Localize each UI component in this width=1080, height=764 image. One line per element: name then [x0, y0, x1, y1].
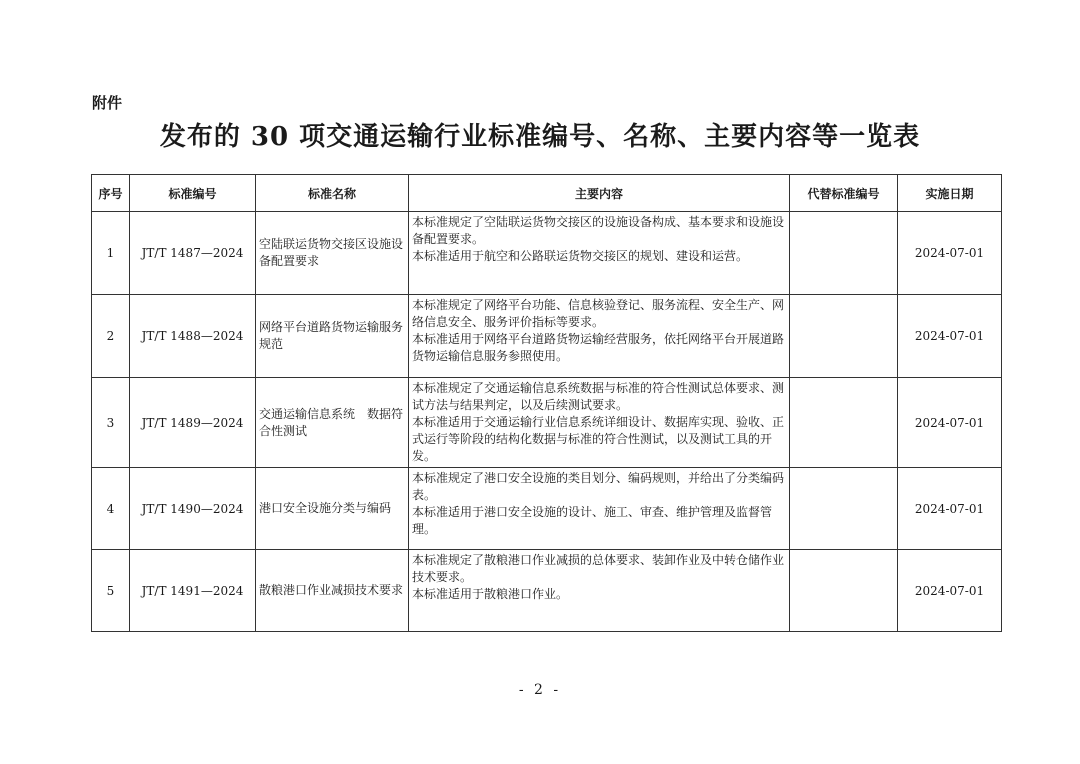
cell-no: 5 — [92, 550, 130, 632]
cell-no: 1 — [92, 212, 130, 295]
cell-content — [409, 295, 790, 378]
page-number: - 2 - — [518, 682, 562, 698]
cell-replaces — [790, 468, 898, 550]
content-applicability: 本标准适用于港口安全设施的设计、施工、审查、维护管理及监督管理。 — [412, 505, 773, 536]
cell-code: JT/T 1490—2024 — [130, 468, 256, 550]
cell-replaces — [790, 378, 898, 468]
cell-name: 交通运输信息系统 数据符合性测试 — [256, 378, 409, 468]
cell-date: 2024-07-01 — [898, 550, 1002, 632]
cell-content — [409, 378, 790, 468]
cell-date: 2024-07-01 — [898, 212, 1002, 295]
cell-code: JT/T 1489—2024 — [130, 378, 256, 468]
content-scope: 本标准规定了空陆联运货物交接区的设施设备构成、基本要求和设施设备配置要求。 — [412, 215, 785, 246]
cell-code: JT/T 1488—2024 — [130, 295, 256, 378]
content-applicability: 本标准适用于交通运输行业信息系统详细设计、数据库实现、验收、正式运行等阶段的结构化数据与标准的符合性测试，以及测试工具的开发。 — [412, 415, 785, 463]
cell-replaces — [790, 550, 898, 632]
cell-date: 2024-07-01 — [898, 295, 1002, 378]
cell-content — [409, 212, 790, 295]
cell-code: JT/T 1487—2024 — [130, 212, 256, 295]
header-replaces: 代替标准编号 — [790, 175, 898, 212]
content-scope: 本标准规定了网络平台功能、信息核验登记、服务流程、安全生产、网络信息安全、服务评价指标等要求。 — [412, 298, 785, 329]
standards-table — [91, 174, 1002, 632]
cell-date: 2024-07-01 — [898, 468, 1002, 550]
content-scope: 本标准规定了港口安全设施的类目划分、编码规则，并给出了分类编码表。 — [412, 471, 785, 502]
table-row — [92, 212, 1002, 295]
cell-no: 2 — [92, 295, 130, 378]
content-applicability: 本标准适用于散粮港口作业。 — [412, 587, 569, 601]
cell-name: 网络平台道路货物运输服务规范 — [256, 295, 409, 378]
attachment-label: 附件 — [92, 94, 123, 112]
content-applicability: 本标准适用于网络平台道路货物运输经营服务，依托网络平台开展道路货物运输信息服务参照使用。 — [412, 332, 785, 363]
cell-replaces — [790, 212, 898, 295]
cell-content — [409, 550, 790, 632]
cell-date: 2024-07-01 — [898, 378, 1002, 468]
cell-code: JT/T 1491—2024 — [130, 550, 256, 632]
header-code: 标准编号 — [130, 175, 256, 212]
cell-name: 空陆联运货物交接区设施设备配置要求 — [256, 212, 409, 295]
cell-no: 3 — [92, 378, 130, 468]
table-row — [92, 295, 1002, 378]
content-applicability: 本标准适用于航空和公路联运货物交接区的规划、建设和运营。 — [412, 249, 749, 263]
cell-content — [409, 468, 790, 550]
cell-name: 散粮港口作业减损技术要求 — [256, 550, 409, 632]
cell-no: 4 — [92, 468, 130, 550]
header-name: 标准名称 — [256, 175, 409, 212]
table-row — [92, 378, 1002, 468]
header-no: 序号 — [92, 175, 130, 212]
table-row — [92, 550, 1002, 632]
table-header-row — [92, 175, 1002, 212]
content-scope: 本标准规定了散粮港口作业减损的总体要求、装卸作业及中转仓储作业技术要求。 — [412, 553, 785, 584]
header-date: 实施日期 — [898, 175, 1002, 212]
document-title: 发布的 30 项交通运输行业标准编号、名称、主要内容等一览表 — [159, 122, 921, 152]
cell-replaces — [790, 295, 898, 378]
content-scope: 本标准规定了交通运输信息系统数据与标准的符合性测试总体要求、测试方法与结果判定，以及后续测试要求。 — [412, 381, 785, 412]
header-content: 主要内容 — [409, 175, 790, 212]
table-row — [92, 468, 1002, 550]
cell-name: 港口安全设施分类与编码 — [256, 468, 409, 550]
